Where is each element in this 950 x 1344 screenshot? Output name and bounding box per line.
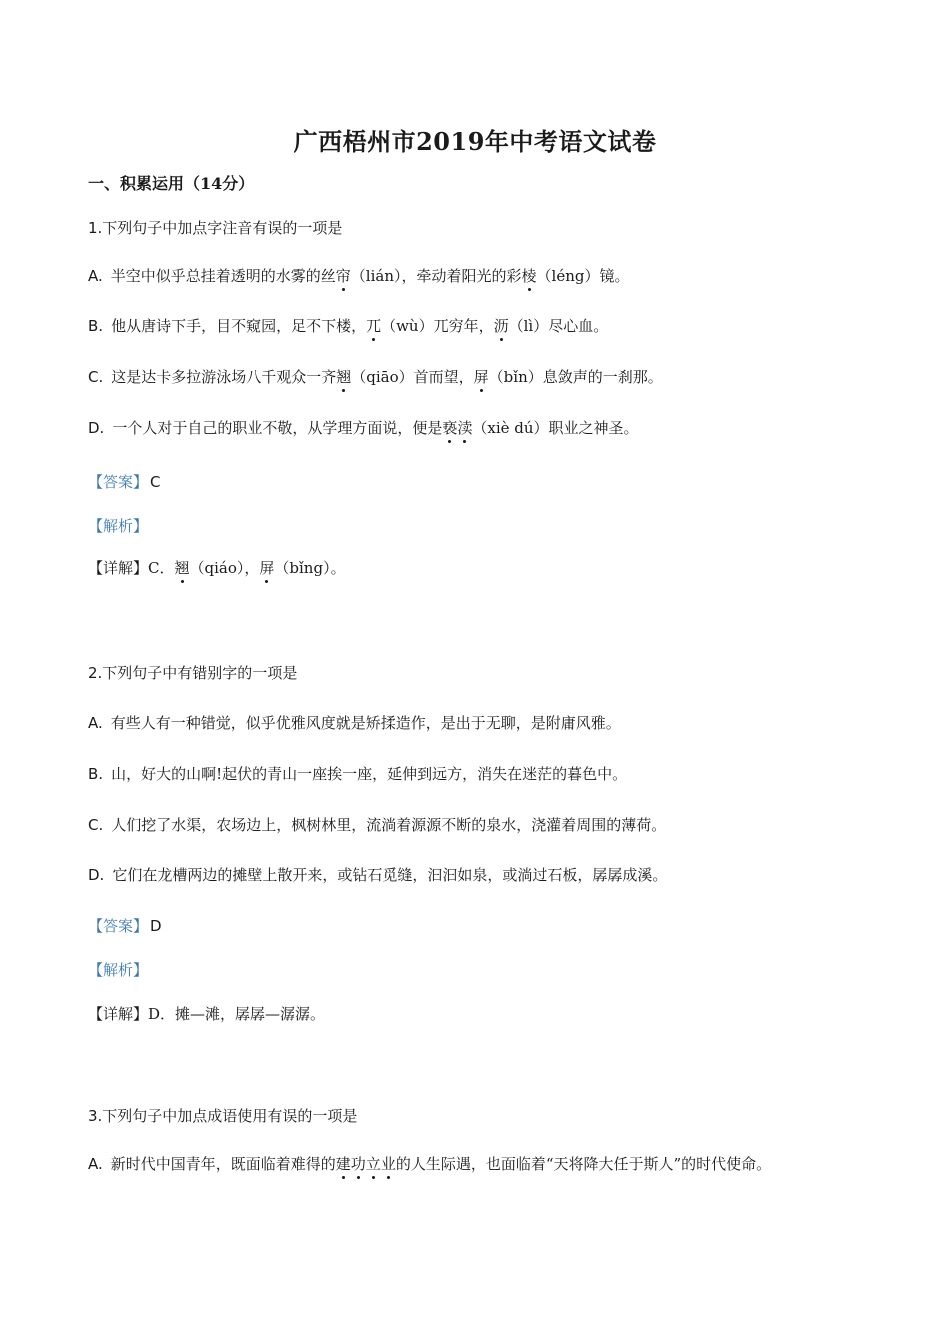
q1-option-d: D. 一个人对于自己的职业不敬，从学理方面说，便是亵渎（xiè dú）职业之神圣。 xyxy=(88,419,639,437)
emphasis-dot-char: 功 xyxy=(350,1155,366,1173)
answer-value: C xyxy=(150,473,161,491)
q3-option-a: A. 新时代中国青年，既面临着难得的建功立业的人生际遇，也面临着“天将降大任于斯人”的时代使命。 xyxy=(88,1155,772,1173)
emphasis-dot-char: 兀 xyxy=(366,317,382,335)
emphasis-dot-char: 业 xyxy=(380,1155,396,1173)
emphasis-dot-char: 渎 xyxy=(457,419,473,437)
answer-value: D xyxy=(150,917,162,935)
q2-analysis-label: 【解析】 xyxy=(88,961,149,979)
q2-answer xyxy=(88,916,162,936)
question-1-stem: 1.下列句子中加点字注音有误的一项是 xyxy=(88,219,343,237)
q2-detail: 【详解】D．摊—滩，孱孱—潺潺。 xyxy=(88,1005,326,1023)
q1-answer xyxy=(88,472,161,492)
q1-option-a: A. 半空中似乎总挂着透明的水雾的丝帘（lián），牵动着阳光的彩棱（léng）镜。 xyxy=(88,267,630,285)
q2-option-a: A. 有些人有一种错觉，似乎优雅风度就是矫揉造作，是出于无聊，是附庸风雅。 xyxy=(88,714,621,732)
q1-analysis-label: 【解析】 xyxy=(88,517,149,535)
emphasis-dot-char: 沥 xyxy=(493,317,509,335)
q2-option-d: D. 它们在龙槽两边的摊壁上散开来，或钻石觅缝，汩汩如泉，或淌过石板，孱孱成溪。 xyxy=(88,866,668,884)
emphasis-dot-char: 翘 xyxy=(174,559,190,577)
page-title: 广西梧州市2019年中考语文试卷 xyxy=(293,127,657,156)
section-heading: 一、积累运用（14分） xyxy=(88,174,255,193)
answer-label: 【答案】 xyxy=(88,917,149,935)
emphasis-dot-char: 屏 xyxy=(259,559,275,577)
q2-option-c: C. 人们挖了水渠，农场边上，枫树林里，流淌着源源不断的泉水，浇灌着周围的薄荷。 xyxy=(88,816,667,834)
q1-option-b: B. 他从唐诗下手，目不窥园，足不下楼，兀（wù）兀穷年，沥（lì）尽心血。 xyxy=(88,317,609,335)
question-2-stem: 2.下列句子中有错别字的一项是 xyxy=(88,664,298,682)
emphasis-dot-char: 翘 xyxy=(336,368,352,386)
emphasis-dot-char: 棱 xyxy=(521,267,537,285)
q1-detail: 【详解】C．翘（qiáo），屏（bǐng）。 xyxy=(88,559,346,577)
emphasis-dot-char: 立 xyxy=(365,1155,381,1173)
question-3-stem: 3.下列句子中加点成语使用有误的一项是 xyxy=(88,1107,358,1125)
q1-option-c: C. 这是达卡多拉游泳场八千观众一齐翘（qiāo）首而望，屏（bǐn）息敛声的一刹那。 xyxy=(88,368,663,386)
emphasis-dot-char: 帘 xyxy=(335,267,351,285)
emphasis-dot-char: 亵 xyxy=(442,419,458,437)
emphasis-dot-char: 建 xyxy=(335,1155,351,1173)
emphasis-dot-char: 屏 xyxy=(473,368,489,386)
answer-label: 【答案】 xyxy=(88,473,149,491)
q2-option-b: B. 山，好大的山啊!起伏的青山一座挨一座，延伸到远方，消失在迷茫的暮色中。 xyxy=(88,765,628,783)
